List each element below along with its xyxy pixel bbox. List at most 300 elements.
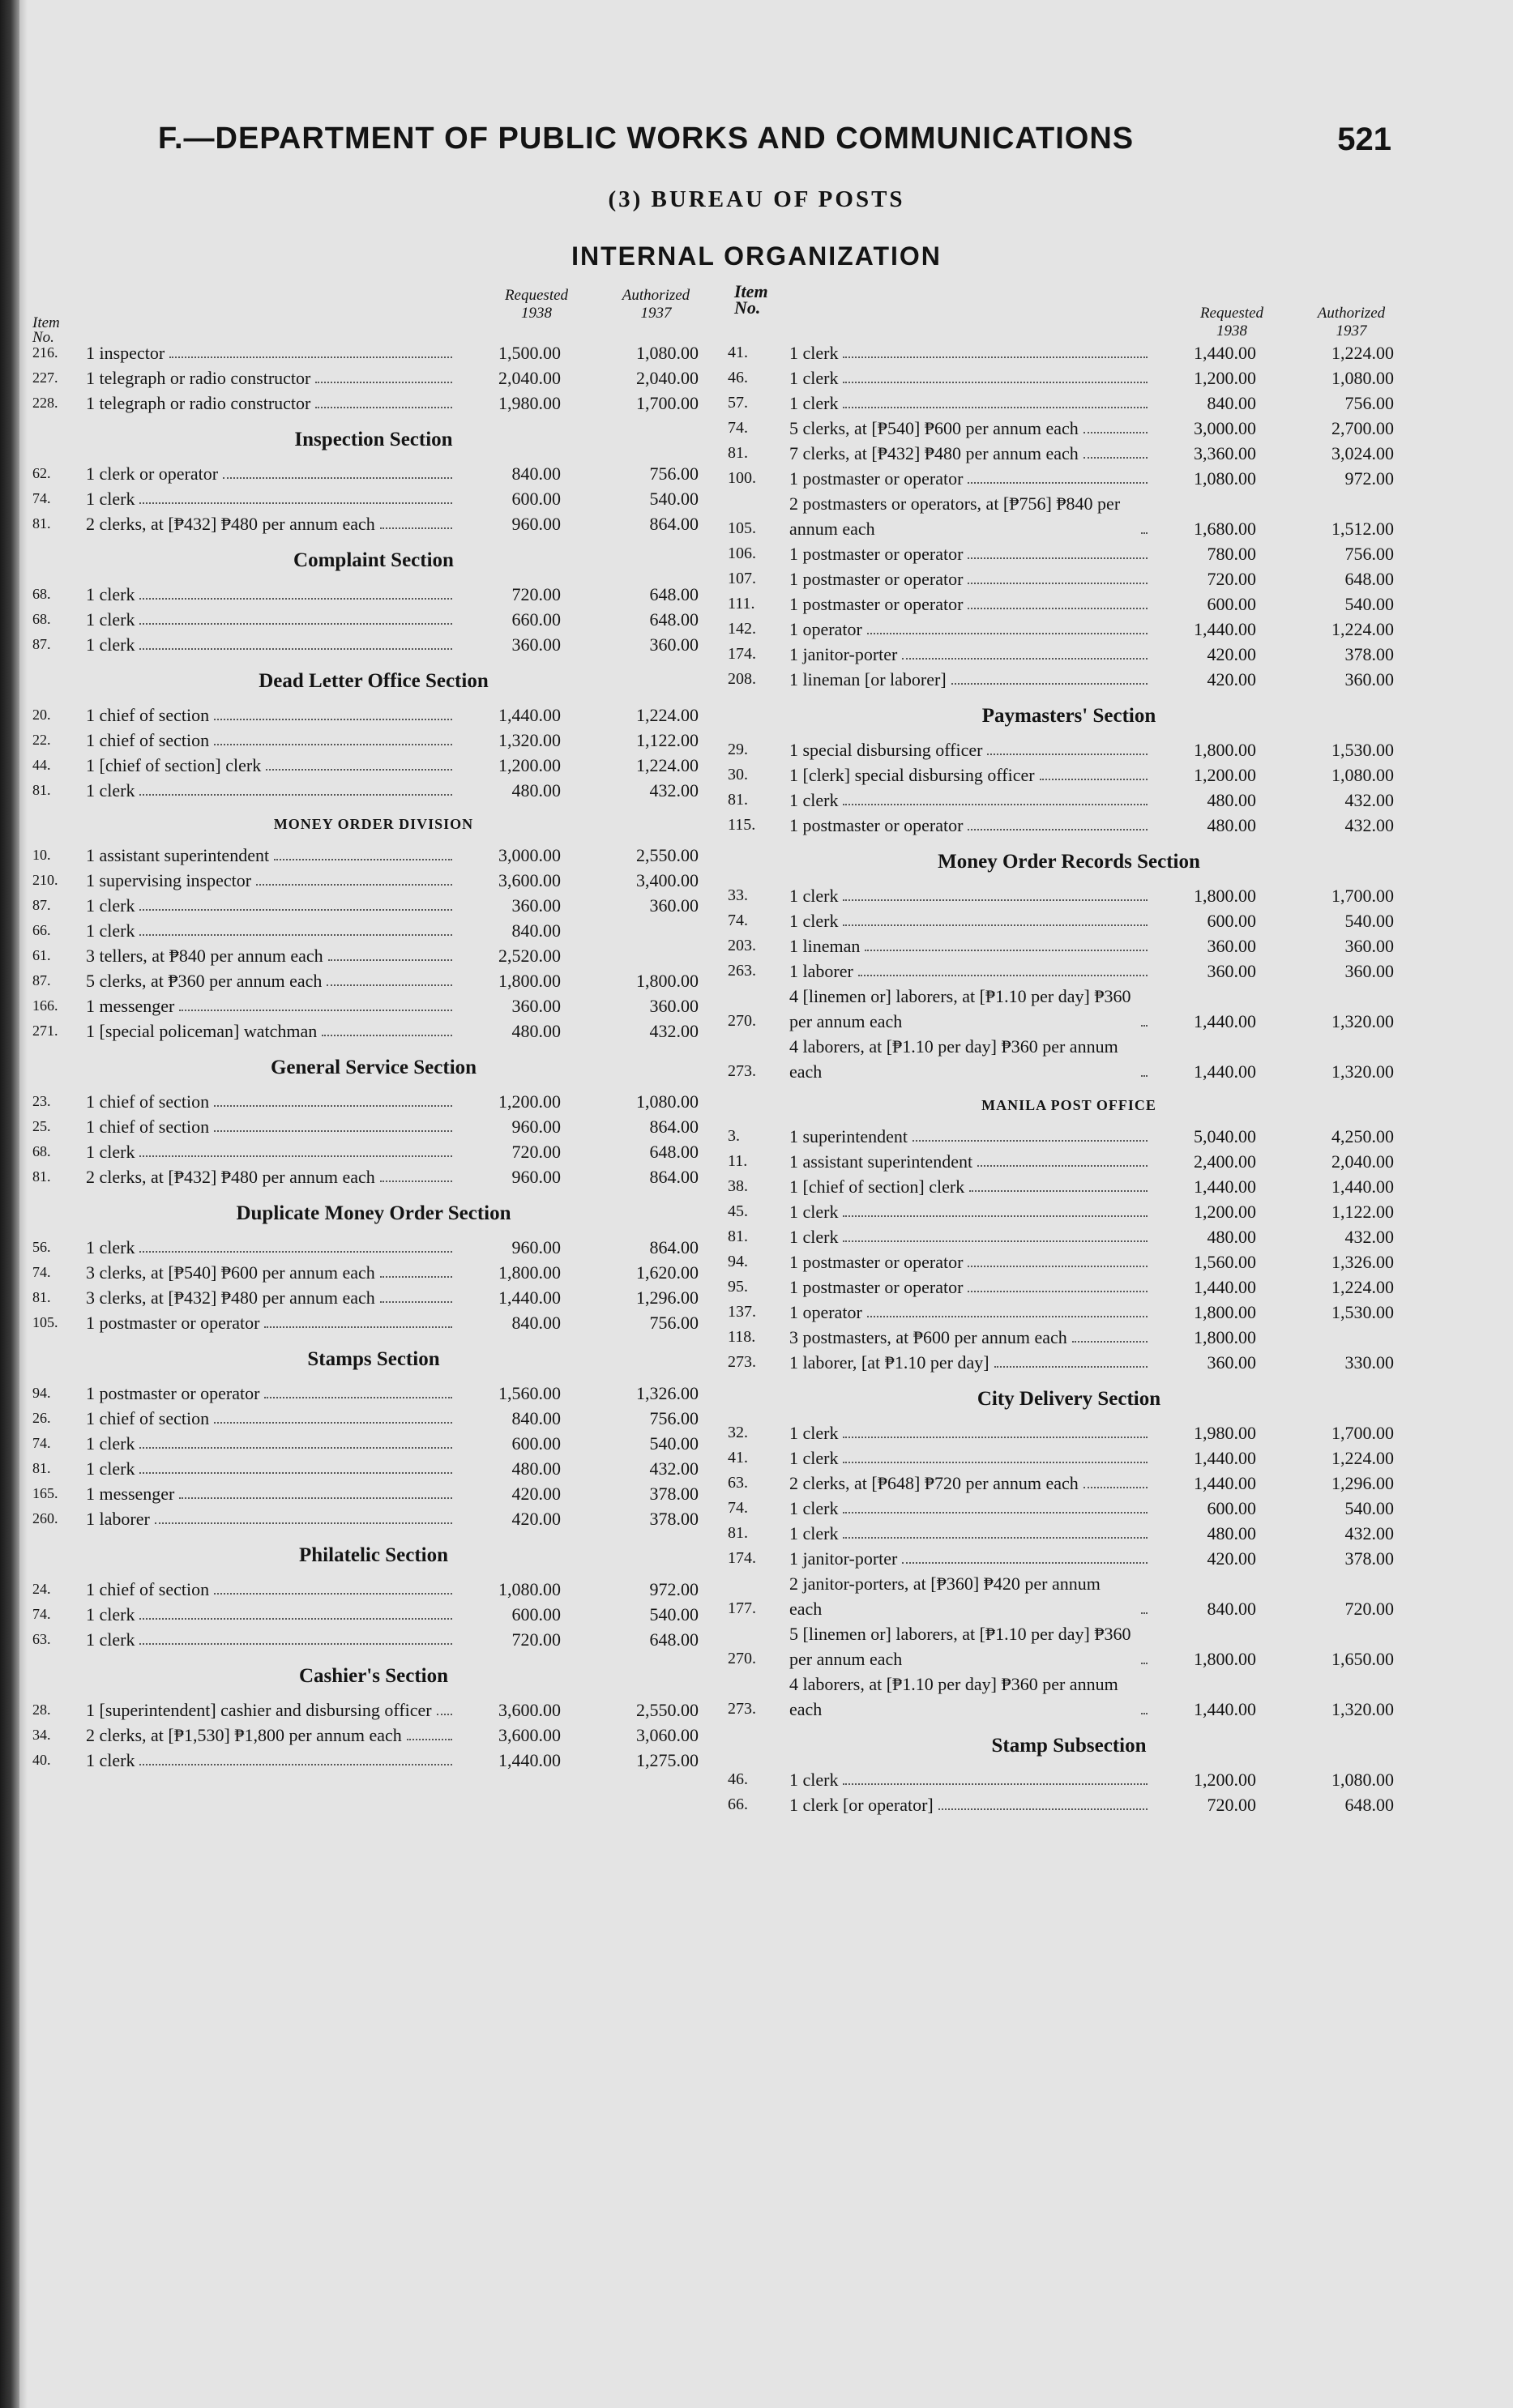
position-description	[86, 1139, 455, 1164]
item-label: Item No.	[734, 281, 768, 318]
item-number: 74.	[728, 419, 748, 437]
authorized-amount: 864.00	[649, 1237, 699, 1257]
position-description	[86, 486, 455, 511]
table-row	[728, 591, 1410, 617]
position-text: 1 messenger	[86, 996, 175, 1016]
table-row	[32, 1139, 715, 1164]
authorized-amount: 648.00	[1344, 569, 1394, 589]
table-row	[728, 1420, 1410, 1445]
leader-dots	[968, 1291, 1148, 1292]
requested-amount: 5,040.00	[1194, 1126, 1256, 1146]
position-text: 1 messenger	[86, 1484, 175, 1504]
item-number: 57.	[728, 394, 748, 412]
item-number: 81.	[32, 1168, 51, 1185]
position-text: 1 [special policeman] watchman	[86, 1021, 318, 1041]
leader-dots	[380, 527, 452, 529]
requested-amount: 1,440.00	[498, 1750, 561, 1770]
position-text: 1 clerk	[86, 1629, 135, 1650]
table-row	[728, 1471, 1410, 1496]
position-description	[789, 883, 1151, 908]
position-description	[86, 511, 455, 536]
section-title: Complaint Section	[293, 549, 454, 571]
position-description	[86, 632, 455, 657]
authorized-amount: 4,250.00	[1331, 1126, 1394, 1146]
authorized-amount: 2,040.00	[1331, 1151, 1394, 1172]
authorized-amount: 378.00	[1344, 1548, 1394, 1569]
item-number: 115.	[728, 816, 756, 834]
item-number: 208.	[728, 670, 756, 688]
position-description	[86, 843, 455, 868]
leader-dots	[315, 407, 452, 408]
position-text: 1 postmaster or operator	[789, 468, 964, 489]
authorized-amount: 1,296.00	[1331, 1473, 1394, 1493]
leader-dots	[843, 1215, 1148, 1217]
authorized-amount: 1,530.00	[1331, 740, 1394, 760]
leader-dots	[256, 884, 452, 886]
item-number: 137.	[728, 1303, 756, 1321]
authorized-amount: 360.00	[1344, 669, 1394, 690]
position-description	[789, 788, 1151, 813]
leader-dots	[179, 1010, 452, 1011]
position-description	[789, 642, 1151, 667]
table-row	[728, 788, 1410, 813]
leader-dots	[968, 829, 1148, 830]
position-text: 1 clerk	[86, 920, 135, 941]
authorized-amount: 1,122.00	[1331, 1202, 1394, 1222]
position-description	[789, 1767, 1151, 1792]
leader-dots	[951, 683, 1148, 685]
item-number: 95.	[728, 1278, 748, 1296]
table-row	[728, 1571, 1410, 1621]
authorized-amount: 1,224.00	[1331, 1277, 1394, 1297]
table-row	[728, 984, 1410, 1034]
position-text: 5 [linemen or] laborers, at [₱1.10 per day] ₱360 per annum each	[789, 1624, 1131, 1669]
leader-dots	[858, 975, 1148, 976]
leader-dots	[214, 1105, 452, 1107]
item-number: 100.	[728, 469, 756, 487]
position-description	[789, 1571, 1151, 1621]
leader-dots	[843, 899, 1148, 901]
table-row	[728, 340, 1410, 365]
table-row	[32, 1577, 715, 1602]
authorized-amount: 3,060.00	[636, 1725, 699, 1745]
leader-dots	[380, 1276, 452, 1278]
requested-amount: 480.00	[1207, 815, 1256, 835]
table-row	[32, 1018, 715, 1044]
authorized-amount: 864.00	[649, 1116, 699, 1137]
item-number: 41.	[728, 344, 748, 361]
leader-dots	[139, 794, 452, 796]
table-row	[32, 1748, 715, 1773]
position-text: 1 janitor-porter	[789, 1548, 898, 1569]
leader-dots	[843, 357, 1148, 358]
requested-amount: 1,440.00	[1194, 343, 1256, 363]
requested-amount: 840.00	[1207, 393, 1256, 413]
table-row	[32, 632, 715, 657]
section-title: Money Order Records Section	[938, 851, 1200, 873]
position-text: 5 clerks, at [₱540] ₱600 per annum each	[789, 418, 1079, 438]
requested-amount: 1,980.00	[498, 393, 561, 413]
requested-amount: 720.00	[1207, 569, 1256, 589]
table-row	[32, 340, 715, 365]
requested-amount: 840.00	[511, 920, 561, 941]
position-text: 3 clerks, at [₱432] ₱480 per annum each	[86, 1287, 375, 1308]
position-description	[789, 1350, 1151, 1375]
position-text: 1 [chief of section] clerk	[86, 755, 262, 775]
position-text: 4 laborers, at [₱1.10 per day] ₱360 per annum each	[789, 1036, 1118, 1082]
authorized-amount: 756.00	[1344, 544, 1394, 564]
item-number: 263.	[728, 962, 756, 980]
position-text: 1 [superintendent] cashier and disbursing officer	[86, 1700, 432, 1720]
leader-dots	[1141, 1025, 1148, 1027]
left-column-body	[32, 340, 715, 1773]
requested-amount: 480.00	[511, 1021, 561, 1041]
requested-amount: 840.00	[511, 1408, 561, 1428]
requested-amount: 360.00	[511, 996, 561, 1016]
leader-dots	[327, 984, 452, 986]
requested-amount: 600.00	[1207, 594, 1256, 614]
position-description	[86, 993, 455, 1018]
item-number: 63.	[728, 1474, 748, 1492]
authorized-amount: 2,040.00	[636, 368, 699, 388]
authorized-amount: 432.00	[1344, 1227, 1394, 1247]
authorized-amount: 1,080.00	[1331, 765, 1394, 785]
position-description	[789, 1496, 1151, 1521]
requested-amount: 3,600.00	[498, 1725, 561, 1745]
leader-dots	[328, 959, 452, 961]
position-description	[86, 1723, 455, 1748]
authorized-amount: 1,512.00	[1331, 519, 1394, 539]
item-number: 61.	[32, 947, 51, 963]
position-text: 1 clerk	[86, 1750, 135, 1770]
authorized-amount: 1,650.00	[1331, 1649, 1394, 1669]
position-description	[789, 365, 1151, 391]
requested-amount: 480.00	[511, 780, 561, 801]
position-text: 1 chief of section	[86, 1579, 210, 1599]
department-title: F.—DEPARTMENT OF PUBLIC WORKS AND COMMUNICATIONS	[158, 122, 1135, 156]
section-title: Dead Letter Office Section	[259, 670, 489, 692]
position-text: 1 clerk	[789, 1770, 839, 1790]
bureau-title: (3) BUREAU OF POSTS	[608, 186, 905, 212]
requested-amount: 1,560.00	[1194, 1252, 1256, 1272]
authorized-amount: 720.00	[1344, 1599, 1394, 1619]
authorized-amount: 1,080.00	[1331, 1770, 1394, 1790]
authorized-amount: 540.00	[1344, 594, 1394, 614]
requested-amount: 720.00	[1207, 1795, 1256, 1815]
requested-amount: 420.00	[511, 1509, 561, 1529]
position-text: 5 clerks, at ₱360 per annum each	[86, 971, 323, 991]
authorized-amount: 1,440.00	[1331, 1176, 1394, 1197]
table-row	[728, 933, 1410, 959]
requested-amount: 960.00	[511, 514, 561, 534]
table-row	[728, 1767, 1410, 1792]
position-description	[789, 591, 1151, 617]
requested-amount: 1,440.00	[1194, 1176, 1256, 1197]
item-number: 38.	[728, 1177, 748, 1195]
table-row	[728, 1224, 1410, 1249]
position-text: 1 clerk	[789, 1498, 839, 1518]
leader-dots	[380, 1181, 452, 1182]
requested-amount: 600.00	[511, 489, 561, 509]
table-row	[32, 1164, 715, 1189]
item-number: 273.	[728, 1062, 756, 1080]
left-column-header	[32, 284, 715, 346]
item-number: 105.	[32, 1314, 58, 1330]
authorized-amount: 360.00	[649, 996, 699, 1016]
table-row	[728, 762, 1410, 788]
leader-dots	[968, 583, 1148, 584]
leader-dots	[179, 1497, 452, 1499]
position-description	[789, 1274, 1151, 1300]
leader-dots	[1040, 779, 1148, 780]
item-number: 25.	[32, 1118, 51, 1134]
position-text: 1 chief of section	[86, 730, 210, 750]
position-text: 1 inspector	[86, 343, 165, 363]
table-row	[32, 582, 715, 607]
position-description	[86, 728, 455, 753]
table-row	[728, 1249, 1410, 1274]
position-description	[86, 1285, 455, 1310]
authorized-amount: 756.00	[649, 1313, 699, 1333]
position-description	[789, 1445, 1151, 1471]
leader-dots	[968, 557, 1148, 559]
requested-amount: 600.00	[511, 1604, 561, 1625]
position-description	[86, 365, 455, 391]
item-number: 74.	[32, 1435, 51, 1451]
authorized-amount: 756.00	[649, 1408, 699, 1428]
leader-dots	[843, 1240, 1148, 1242]
table-row	[32, 1260, 715, 1285]
requested-amount: 1,440.00	[1194, 1011, 1256, 1031]
table-row	[728, 1174, 1410, 1199]
table-row	[32, 1723, 715, 1748]
authorized-amount: 1,700.00	[636, 393, 699, 413]
table-row	[32, 993, 715, 1018]
authorized-amount: 1,224.00	[1331, 619, 1394, 639]
leader-dots	[139, 1155, 452, 1157]
page-number: 521	[1337, 122, 1391, 157]
authorized-amount: 1,296.00	[636, 1287, 699, 1308]
item-number: 66.	[32, 922, 51, 938]
table-row	[728, 959, 1410, 984]
leader-dots	[139, 909, 452, 911]
table-row	[32, 1310, 715, 1335]
table-row	[32, 843, 715, 868]
leader-dots	[994, 1366, 1148, 1368]
item-number: 270.	[728, 1012, 756, 1030]
item-number: 68.	[32, 1143, 51, 1159]
table-row	[728, 1124, 1410, 1149]
authorized-amount: 1,080.00	[636, 343, 699, 363]
leader-dots	[968, 482, 1148, 484]
requested-amount: 720.00	[511, 584, 561, 604]
authorized-amount: 972.00	[1344, 468, 1394, 489]
position-text: 1 clerk	[789, 1227, 839, 1247]
leader-dots	[223, 477, 452, 479]
requested-amount: 600.00	[1207, 911, 1256, 931]
position-description	[86, 1164, 455, 1189]
position-description	[789, 813, 1151, 838]
item-number: 174.	[728, 1549, 756, 1567]
requested-amount: 1,560.00	[498, 1383, 561, 1403]
table-row	[32, 1602, 715, 1627]
authorized-amount: 378.00	[649, 1509, 699, 1529]
table-row	[32, 918, 715, 943]
item-number: 81.	[32, 1460, 51, 1476]
item-number: 87.	[32, 636, 51, 652]
requested-amount: 480.00	[1207, 1523, 1256, 1543]
item-number: 227.	[32, 369, 58, 386]
table-row	[728, 1792, 1410, 1817]
requested-amount: 780.00	[1207, 544, 1256, 564]
table-row	[728, 1149, 1410, 1174]
leader-dots	[169, 357, 452, 358]
item-number: 22.	[32, 732, 51, 748]
position-text: 2 janitor-porters, at [₱360] ₱420 per annum each	[789, 1573, 1101, 1619]
position-text: 1 laborer, [at ₱1.10 per day]	[789, 1352, 989, 1373]
position-description	[86, 1406, 455, 1431]
table-row	[728, 416, 1410, 441]
item-number: 28.	[32, 1701, 51, 1718]
position-text: 1 clerk	[789, 1423, 839, 1443]
position-text: 3 postmasters, at ₱600 per annum each	[789, 1327, 1067, 1347]
leader-dots	[274, 859, 452, 860]
position-text: 1 operator	[789, 1302, 862, 1322]
position-text: 2 clerks, at [₱432] ₱480 per annum each	[86, 514, 375, 534]
leader-dots	[139, 1643, 452, 1645]
leader-dots	[1083, 457, 1148, 459]
authorized-amount: 540.00	[649, 1433, 699, 1454]
leader-dots	[1083, 432, 1148, 433]
requested-amount: 960.00	[511, 1116, 561, 1137]
item-number: 34.	[32, 1727, 51, 1743]
position-text: 1 assistant superintendent	[789, 1151, 973, 1172]
table-row	[32, 1481, 715, 1506]
requested-amount: 3,600.00	[498, 870, 561, 890]
requested-amount: 1,200.00	[498, 1091, 561, 1112]
table-row	[32, 486, 715, 511]
position-text: 1 clerk	[86, 1604, 135, 1625]
authorized-amount: 1,320.00	[1331, 1699, 1394, 1719]
table-row	[32, 778, 715, 803]
item-number: 118.	[728, 1328, 756, 1346]
requested-header: Requested 1938	[1199, 305, 1264, 339]
authorized-amount: 1,326.00	[1331, 1252, 1394, 1272]
position-description	[86, 943, 455, 968]
leader-dots	[437, 1714, 452, 1715]
position-text: 1 clerk	[86, 895, 135, 916]
leader-dots	[266, 769, 452, 771]
item-number: 81.	[728, 444, 748, 462]
position-description	[86, 702, 455, 728]
position-text: 1 clerk	[86, 1458, 135, 1479]
item-number: 270.	[728, 1650, 756, 1667]
authorized-amount: 540.00	[649, 1604, 699, 1625]
position-description	[789, 933, 1151, 959]
requested-amount: 1,440.00	[1194, 619, 1256, 639]
position-description	[789, 1621, 1151, 1672]
position-text: 1 clerk	[86, 634, 135, 655]
authorized-amount: 1,700.00	[1331, 1423, 1394, 1443]
item-number: 74.	[32, 490, 51, 506]
requested-amount: 3,000.00	[498, 845, 561, 865]
position-text: 1 clerk	[86, 1237, 135, 1257]
position-text: 1 clerk	[789, 1523, 839, 1543]
table-row	[32, 1114, 715, 1139]
item-number: 87.	[32, 897, 51, 913]
requested-amount: 1,320.00	[498, 730, 561, 750]
position-description	[86, 1627, 455, 1652]
item-number: 81.	[32, 1289, 51, 1305]
position-description	[789, 1224, 1151, 1249]
position-text: 1 laborer	[86, 1509, 150, 1529]
position-description	[789, 1672, 1151, 1722]
leader-dots	[315, 382, 452, 383]
requested-amount: 420.00	[1207, 1548, 1256, 1569]
table-row	[32, 968, 715, 993]
requested-amount: 2,520.00	[498, 946, 561, 966]
position-description	[86, 868, 455, 893]
position-text: 3 clerks, at [₱540] ₱600 per annum each	[86, 1262, 375, 1283]
leader-dots	[1141, 1612, 1148, 1614]
leader-dots	[843, 407, 1148, 408]
position-text: 1 clerk	[86, 584, 135, 604]
position-text: 1 clerk	[86, 780, 135, 801]
position-description	[789, 1174, 1151, 1199]
item-number: 174.	[728, 645, 756, 663]
authorized-amount: 1,320.00	[1331, 1061, 1394, 1082]
requested-amount: 2,400.00	[1194, 1151, 1256, 1172]
position-description	[789, 762, 1151, 788]
requested-amount: 360.00	[1207, 1352, 1256, 1373]
position-text: 1 [chief of section] clerk	[789, 1176, 965, 1197]
table-row	[32, 1089, 715, 1114]
position-text: 2 postmasters or operators, at [₱756] ₱840 per annum each	[789, 493, 1121, 539]
position-text: 1 clerk	[789, 393, 839, 413]
table-row	[32, 753, 715, 778]
leader-dots	[867, 633, 1148, 634]
authorized-amount: 432.00	[1344, 790, 1394, 810]
leader-dots	[139, 1618, 452, 1620]
requested-amount: 1,440.00	[498, 1287, 561, 1308]
position-description	[86, 893, 455, 918]
leader-dots	[380, 1301, 452, 1303]
position-description	[86, 1260, 455, 1285]
table-row	[32, 1235, 715, 1260]
position-description	[86, 1506, 455, 1531]
leader-dots	[843, 804, 1148, 805]
table-row	[32, 391, 715, 416]
requested-amount: 1,080.00	[1194, 468, 1256, 489]
leader-dots	[214, 719, 452, 720]
leader-dots	[843, 1537, 1148, 1539]
item-number: 81.	[728, 791, 748, 809]
table-row	[728, 883, 1410, 908]
page-shadow	[19, 0, 28, 2408]
table-row	[728, 908, 1410, 933]
section-title: Stamps Section	[307, 1348, 440, 1370]
leader-dots	[139, 648, 452, 650]
authorized-amount: 864.00	[649, 514, 699, 534]
item-number: 10.	[32, 847, 51, 863]
position-text: 1 postmaster or operator	[789, 1252, 964, 1272]
authorized-amount: 1,700.00	[1331, 886, 1394, 906]
table-row	[728, 1521, 1410, 1546]
authorized-amount: 3,400.00	[636, 870, 699, 890]
table-row	[728, 667, 1410, 692]
section-title: Philatelic Section	[299, 1544, 448, 1566]
position-text: 1 postmaster or operator	[789, 815, 964, 835]
